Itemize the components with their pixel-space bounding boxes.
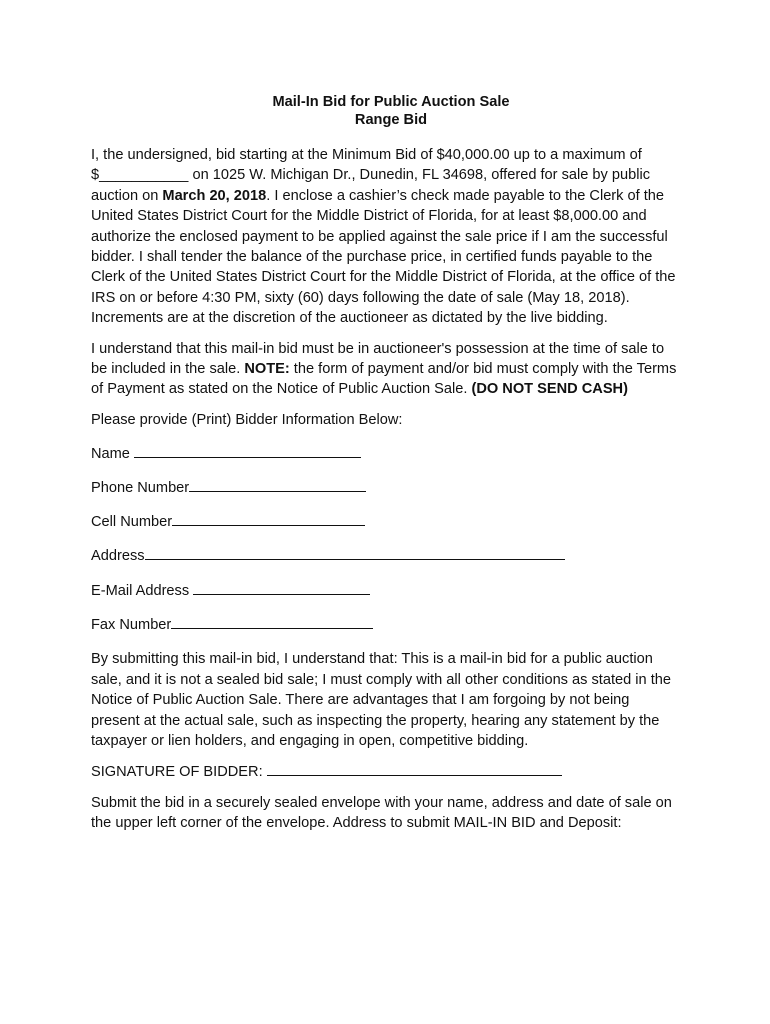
email-field	[91, 580, 681, 601]
signature-field	[91, 761, 681, 782]
bid-paragraph	[91, 145, 681, 329]
document-title	[101, 93, 681, 129]
acknowledgement-paragraph: By submitting this mail-in bid, I understand that: This is a mail-in bid for a public auction sale, and it is not a sealed bid sale; I must comply with all other conditions as stated in the Notice of Public Auction Sale. There are advantages that I am forgoing by not being present at the actual sale, such as inspecting the property, hearing any statement by the taxpayer or lien holders, and engaging in open, competitive bidding.	[91, 651, 672, 749]
email-label: E-Mail Address	[91, 582, 194, 599]
email-input-line[interactable]	[193, 580, 370, 595]
title-line-2: Range Bid	[354, 112, 428, 128]
cell-label: Cell Number	[91, 514, 173, 531]
name-label: Name	[91, 445, 134, 462]
max-bid-blank[interactable]: ___________	[99, 167, 189, 184]
phone-field	[91, 477, 681, 498]
title-line-1: Mail-In Bid for Public Auction Sale	[272, 94, 510, 110]
fax-field	[91, 614, 681, 635]
no-cash-warning: (DO NOT SEND CASH)	[471, 381, 628, 398]
cell-field	[91, 511, 681, 532]
address-input-line[interactable]	[145, 545, 565, 560]
bid-text-start: I, the undersigned, bid starting at the Minimum Bid of $40,000.00 up to a maximum of $	[91, 147, 642, 184]
bid-text-property: on 1025 W. Michigan Dr., Dunedin, FL 34698, offered for sale by public auction on	[91, 167, 651, 204]
submission-paragraph: Submit the bid in a securely sealed envelope with your name, address and date of sale on the upper left corner of the envelope. Address to submit MAIL-IN BID and Deposit:	[91, 794, 672, 832]
name-field	[91, 443, 681, 464]
note-text: the form of payment and/or bid must comply with the Terms of Payment as stated on the Notice of Public Auction Sale.	[91, 361, 677, 398]
signature-label: SIGNATURE OF BIDDER:	[91, 764, 267, 781]
fax-label: Fax Number	[91, 616, 172, 633]
phone-input-line[interactable]	[189, 477, 366, 492]
fax-input-line[interactable]	[171, 614, 373, 629]
address-field	[91, 545, 681, 566]
name-input-line[interactable]	[134, 443, 361, 458]
phone-label: Phone Number	[91, 480, 190, 497]
possession-text: I understand that this mail-in bid must be in auctioneer's possession at the time of sale to be included in the sale.	[91, 340, 665, 378]
note-label: NOTE:	[244, 361, 290, 378]
address-label: Address	[91, 548, 145, 565]
cell-input-line[interactable]	[172, 511, 365, 526]
signature-input-line[interactable]	[267, 761, 562, 776]
bid-text-terms: . I enclose a cashier’s check made payable to the Clerk of the United States District Court for the Middle District of Florida, for at least $8,000.00 and authorize the enclosed payment to be applied against the sale price if I am the successful bidder. I shall tender the balance of the purchase price, in certified funds payable to the Clerk of the United States District Court for the Middle District of Florida, at the office of the IRS on or before 4:30 PM, sixty (60) days following the date of sale (May 18, 2018). Increments are at the discretion of the auctioneer as dictated by the live bidding.	[91, 187, 676, 327]
document-page	[91, 93, 681, 834]
auction-date: March 20, 2018	[162, 187, 267, 204]
possession-paragraph	[91, 339, 681, 400]
bidder-info-heading: Please provide (Print) Bidder Information Below:	[91, 411, 403, 428]
